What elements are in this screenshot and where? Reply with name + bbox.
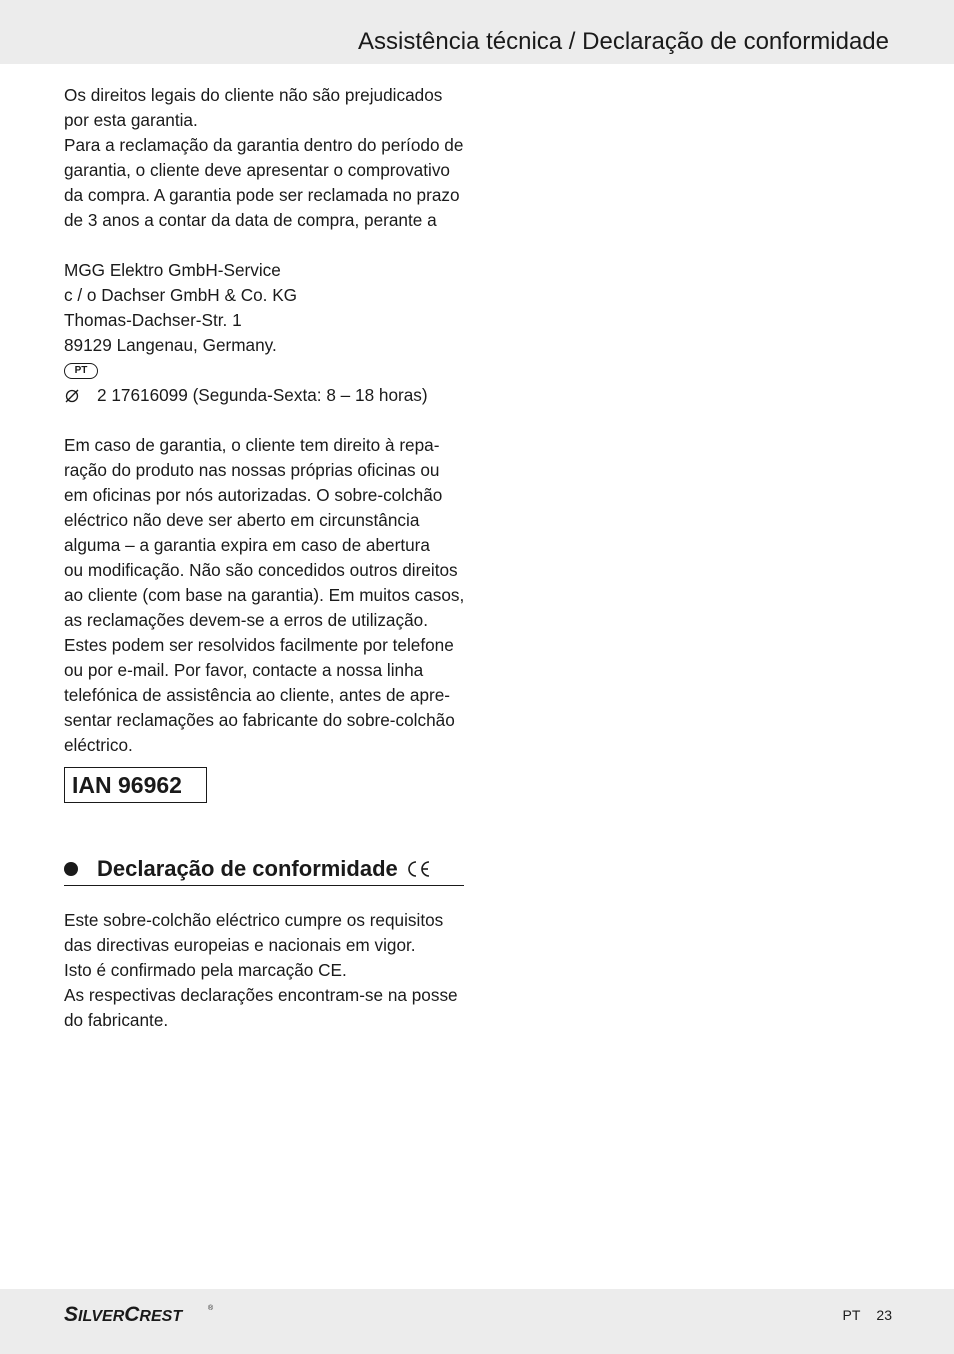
text-line: eléctrico não deve ser aberto em circunstância <box>64 510 420 530</box>
address-line: c / o Dachser GmbH & Co. KG <box>64 285 298 305</box>
page-header <box>0 0 954 64</box>
address-line: MGG Elektro GmbH-Service <box>64 260 281 280</box>
text-line: ração do produto nas nossas próprias oficinas ou <box>64 460 440 480</box>
page-info <box>843 1306 892 1324</box>
text-line: por esta garantia. <box>64 110 198 130</box>
conformity-section <box>64 908 464 1033</box>
phone-number: 2 17616099 (Segunda-Sexta: 8 – 18 horas) <box>97 385 428 405</box>
conformity-heading <box>64 853 464 886</box>
text-line: as reclamações devem-se a erros de utilização. <box>64 610 428 630</box>
page-number: 23 <box>876 1307 892 1323</box>
ce-mark-icon <box>405 859 431 879</box>
text-line: do fabricante. <box>64 1010 169 1030</box>
text-line: ou modificação. Não são concedidos outros direitos <box>64 560 458 580</box>
text-line: Isto é confirmado pela marcação CE. <box>64 960 347 980</box>
ian-number: IAN 96962 <box>64 767 207 803</box>
text-line: em oficinas por nós autorizadas. O sobre-colchão <box>64 485 443 505</box>
address-line: Thomas-Dachser-Str. 1 <box>64 310 242 330</box>
text-line: garantia, o cliente deve apresentar o comprovativo <box>64 160 450 180</box>
svg-text:SILVERCREST: SILVERCREST <box>64 1303 183 1326</box>
address-line: 89129 Langenau, Germany. <box>64 335 277 355</box>
silvercrest-logo <box>64 1300 214 1326</box>
section-title: Declaração de conformidade <box>97 856 398 881</box>
text-line: Para a reclamação da garantia dentro do período de <box>64 135 464 155</box>
text-line: ao cliente (com base na garantia). Em muitos casos, <box>64 585 465 605</box>
warranty-section <box>64 83 464 758</box>
language-code: PT <box>842 1307 861 1323</box>
text-line: da compra. A garantia pode ser reclamada no prazo <box>64 185 460 205</box>
svg-text:®: ® <box>208 1305 214 1312</box>
text-line: alguma – a garantia expira em caso de abertura <box>64 535 430 555</box>
country-badge: PT <box>64 363 98 379</box>
text-line: sentar reclamações ao fabricante do sobre-colchão <box>64 710 455 730</box>
text-line: eléctrico. <box>64 735 133 755</box>
phone-line <box>64 383 464 408</box>
bullet-icon <box>64 862 78 876</box>
text-line: Os direitos legais do cliente não são prejudicados <box>64 85 443 105</box>
text-line: As respectivas declarações encontram-se na posse <box>64 985 458 1005</box>
text-line: ou por e-mail. Por favor, contacte a nossa linha <box>64 660 424 680</box>
text-line: de 3 anos a contar da data de compra, perante a <box>64 210 437 230</box>
text-line: Em caso de garantia, o cliente tem direito à repa- <box>64 435 440 455</box>
text-line: Estes podem ser resolvidos facilmente por telefone <box>64 635 454 655</box>
text-line: Este sobre-colchão eléctrico cumpre os requisitos <box>64 910 444 930</box>
text-line: telefónica de assistência ao cliente, antes de apre- <box>64 685 451 705</box>
page-title: Assistência técnica / Declaração de conformidade <box>358 28 889 55</box>
text-line: das directivas europeias e nacionais em vigor. <box>64 935 416 955</box>
phone-icon <box>64 388 80 404</box>
